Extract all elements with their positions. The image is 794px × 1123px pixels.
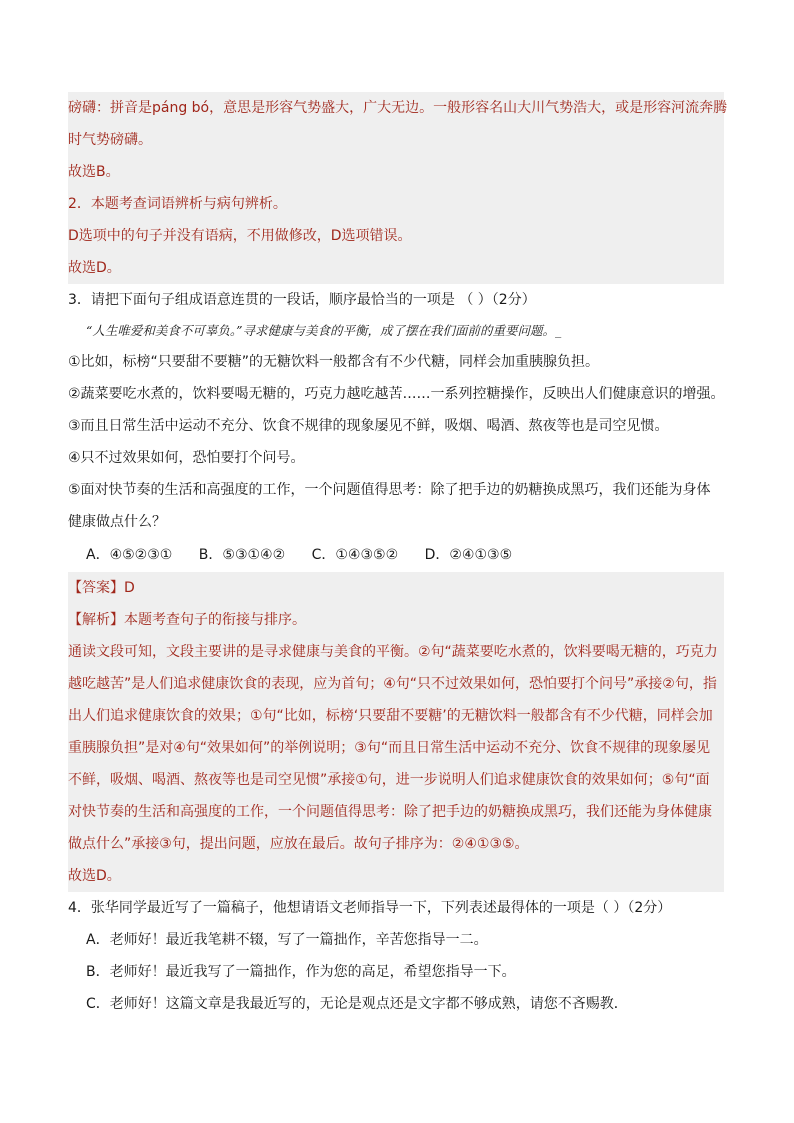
text-line: 故选B。 [68,164,120,180]
answer-line [68,572,724,604]
sentence-3: ③而且日常生活中运动不充分、饮食不规律的现象屡见不鲜，吸烟、喝酒、熬夜等也是司空见惯。 [68,418,669,434]
question-intro: “人生唯爱和美食不可辜负。”寻求健康与美食的平衡，成了摆在我们面前的重要问题。_ [86,323,562,338]
analysis-tag: 【解析】 [68,612,124,628]
option-d: D．②④①③⑤ [424,547,513,563]
text-line: 时气势磅礴。 [68,132,152,148]
question-4 [68,892,724,1020]
option-a: A．④⑤②③① [86,547,173,563]
text-line: 故选D。 [68,260,121,276]
answer-value: D [124,580,135,596]
sentence-4: ④只不过效果如何，恐怕要打个问号。 [68,450,305,466]
question-stem: 4．张华同学最近写了一篇稿子，他想请语文老师指导一下，下列表述最得体的一项是（ ）（2分） [68,900,672,916]
question-stem: 3．请把下面句子组成语意连贯的一段话，顺序最恰当的一项是 （ ）（2分） [68,292,536,308]
text-line: 故选D。 [68,868,121,884]
question-3 [68,284,724,572]
analysis-line [68,604,724,636]
analysis-text: 做点什么”承接③句，提出问题，应放在最后。故句子排序为：②④①③⑤。 [68,836,529,852]
analysis-text: 不鲜，吸烟、喝酒、熬夜等也是司空见惯”承接①句，进一步说明人们追求健康饮食的效果如何；⑤句“面 [68,772,710,788]
text-line: D选项中的句子并没有语病，不用做修改，D选项错误。 [68,228,412,244]
document-content [68,92,728,1020]
answer-options [68,538,724,572]
sentence-1: ①比如，标榜“只要甜不要糖”的无糖饮料一般都含有不少代糖，同样会加重胰腺负担。 [68,354,600,370]
option-a: A．老师好！最近我笔耕不辍，写了一篇拙作，辛苦您指导一二。 [86,932,488,948]
text-line: 2．本题考查词语辨析与病句辨析。 [68,196,287,212]
option-c: C．①④③⑤② [311,547,399,563]
analysis-text: 出人们追求健康饮食的效果；①句“比如，标榜‘只要甜不要糖’的无糖饮料一般都含有不少代糖，同样会加 [68,708,713,724]
option-c: C．老师好！这篇文章是我最近写的，无论是观点还是文字都不够成熟，请您不吝赐教． [86,996,628,1012]
option-b: B．老师好！最近我写了一篇拙作，作为您的高足，希望您指导一下。 [86,964,516,980]
analysis-text: 通读文段可知，文段主要讲的是寻求健康与美食的平衡。②句“蔬菜要吃水煮的，饮料要喝无糖的，巧克力 [68,644,718,660]
analysis-text: 重胰腺负担”是对④句“效果如何”的举例说明；③句“而且日常生活中运动不充分、饮食不规律的现象屡见 [68,740,711,756]
sentence-2: ②蔬菜要吃水煮的，饮料要喝无糖的，巧克力越吃越苦……一系列控糖操作，反映出人们健康意识的增强。 [68,386,725,402]
text-line: 磅礴：拼音是páng bó，意思是形容气势盛大，广大无边。一般形容名山大川气势浩大，或是形容河流奔腾 [68,100,728,116]
answer-block-previous [68,92,728,284]
answer-tag: 【答案】 [68,580,124,596]
option-b: B．⑤③①④② [198,547,286,563]
analysis-intro: 本题考查句子的衔接与排序。 [124,612,306,628]
sentence-5: ⑤面对快节奏的生活和高强度的工作，一个问题值得思考：除了把手边的奶糖换成黑巧，我们还能为身体 [68,482,711,498]
analysis-text: 对快节奏的生活和高强度的工作，一个问题值得思考：除了把手边的奶糖换成黑巧，我们还能为身体健康 [68,804,712,820]
analysis-text: 越吃越苦”是人们追求健康饮食的表现，应为首句；④句“只不过效果如何，恐怕要打个问号”承接②句，指 [68,676,717,692]
answer-block-q3 [68,572,724,892]
sentence-5-cont: 健康做点什么？ [68,514,166,530]
